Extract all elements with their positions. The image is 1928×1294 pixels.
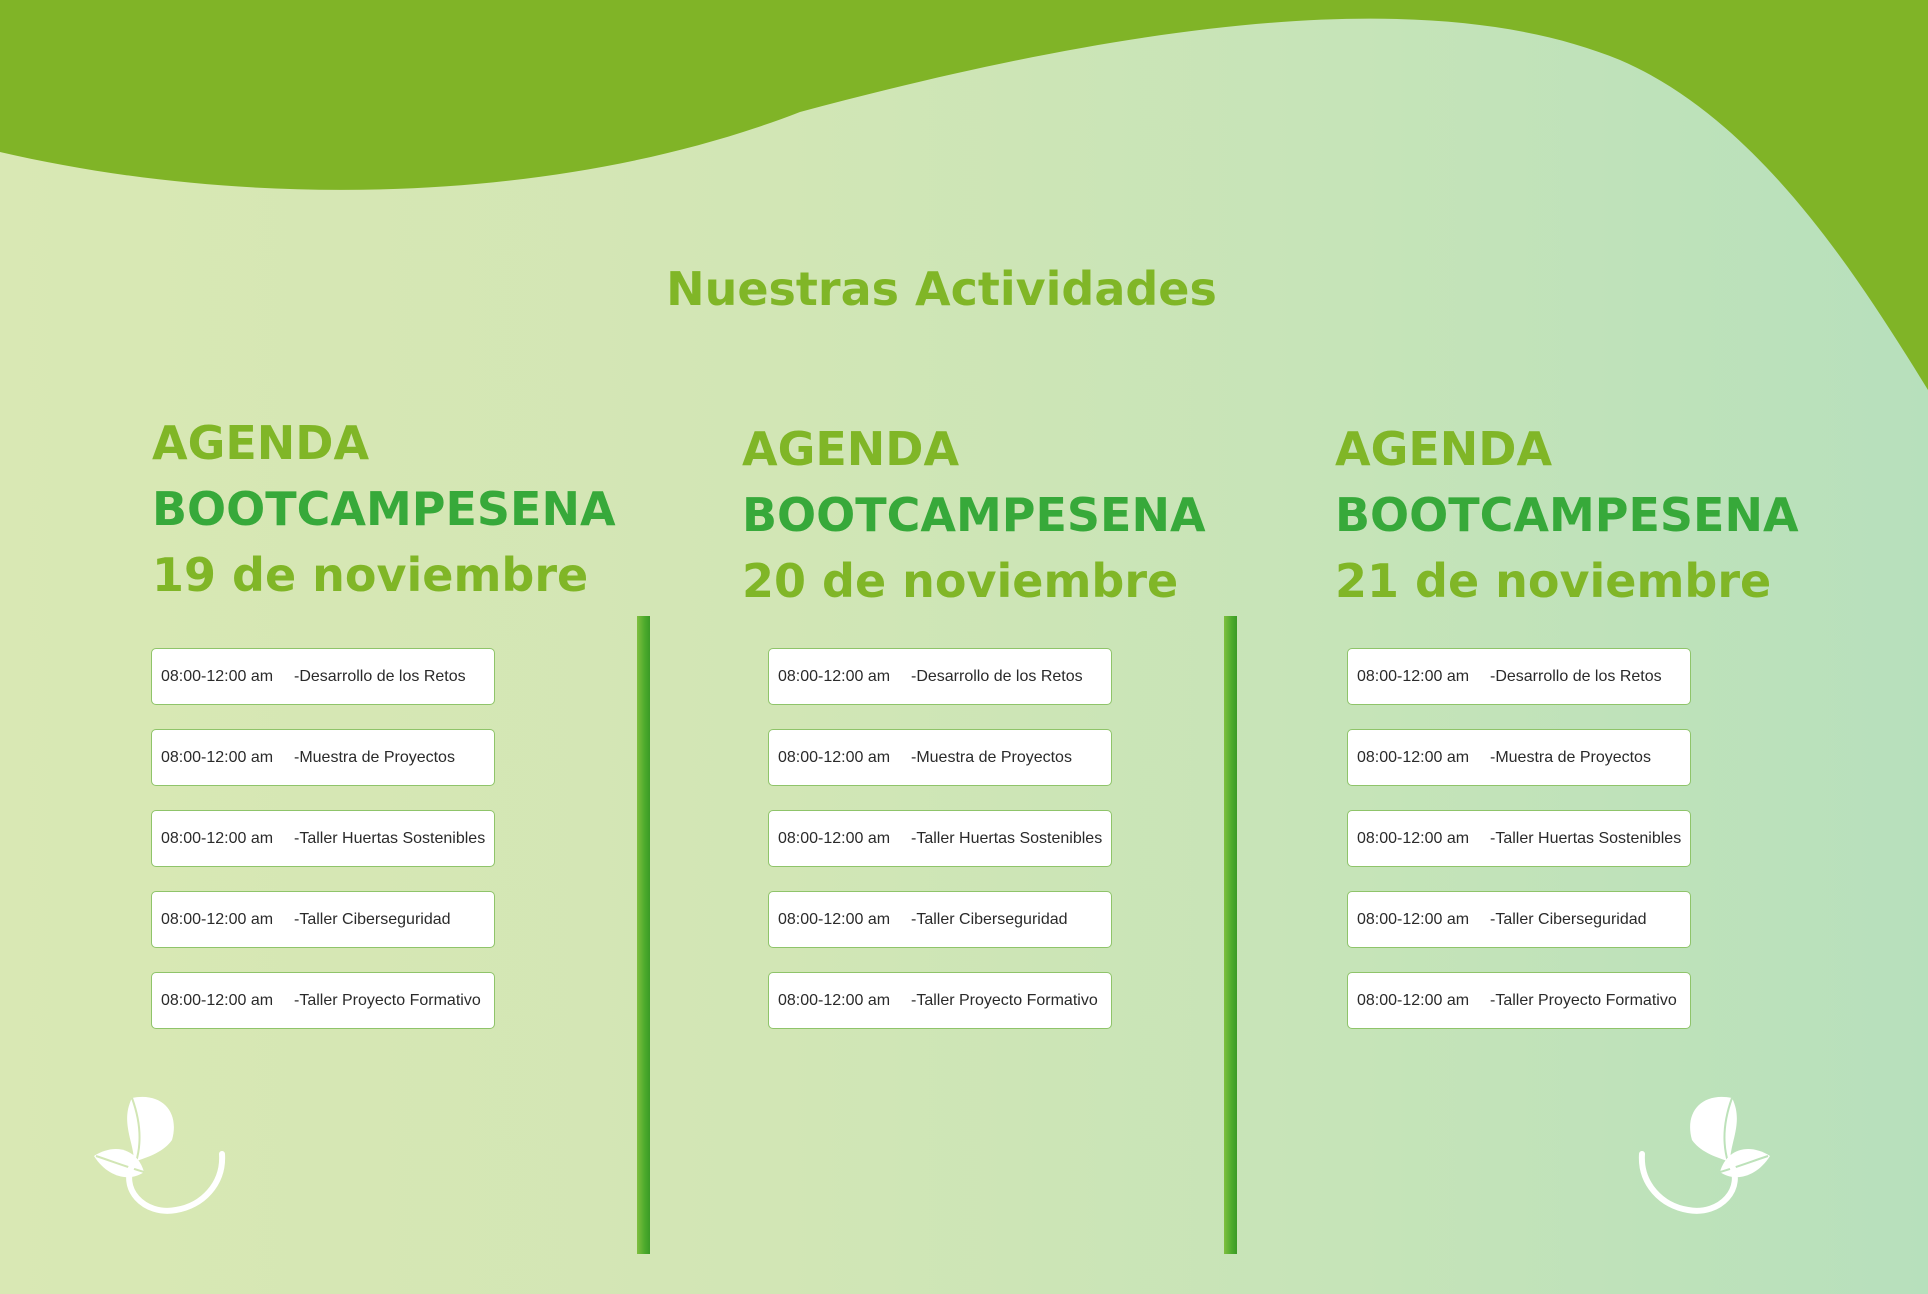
item-time: 08:00-12:00 am <box>778 829 891 847</box>
item-activity: -Muestra de Proyectos <box>911 748 1072 766</box>
agenda-item <box>1347 891 1691 948</box>
item-time: 08:00-12:00 am <box>161 748 274 766</box>
header-wave <box>0 0 1928 400</box>
agenda-item <box>151 891 495 948</box>
item-time: 08:00-12:00 am <box>1357 910 1470 928</box>
item-time: 08:00-12:00 am <box>161 910 274 928</box>
agenda-item <box>1347 972 1691 1029</box>
agenda-date: 20 de noviembre <box>742 554 1179 608</box>
agenda-items <box>1347 648 1691 1053</box>
agenda-item <box>151 972 495 1029</box>
item-time: 08:00-12:00 am <box>1357 991 1470 1009</box>
column-divider <box>1224 616 1237 1254</box>
item-activity: -Muestra de Proyectos <box>1490 748 1651 766</box>
agenda-column-3 <box>1335 416 1895 1009</box>
item-activity: -Taller Huertas Sostenibles <box>1490 829 1682 847</box>
item-time: 08:00-12:00 am <box>161 991 274 1009</box>
item-activity: -Taller Proyecto Formativo <box>1490 991 1677 1009</box>
item-activity: -Taller Proyecto Formativo <box>294 991 481 1009</box>
item-activity: -Taller Huertas Sostenibles <box>911 829 1103 847</box>
item-time: 08:00-12:00 am <box>161 667 274 685</box>
agenda-event-name: BOOTCAMPESENA <box>1335 488 1799 542</box>
item-time: 08:00-12:00 am <box>778 910 891 928</box>
agenda-item <box>768 648 1112 705</box>
agenda-label: AGENDA <box>1335 422 1553 476</box>
agenda-date: 19 de noviembre <box>152 548 589 602</box>
agenda-label: AGENDA <box>152 416 370 470</box>
item-time: 08:00-12:00 am <box>1357 667 1470 685</box>
item-activity: -Taller Proyecto Formativo <box>911 991 1098 1009</box>
agenda-item <box>768 891 1112 948</box>
agenda-header <box>742 416 1302 614</box>
sprout-icon <box>92 1092 232 1217</box>
item-activity: -Muestra de Proyectos <box>294 748 455 766</box>
agenda-item <box>768 729 1112 786</box>
item-activity: -Desarrollo de los Retos <box>294 667 466 685</box>
column-divider <box>637 616 650 1254</box>
agenda-header <box>1335 416 1895 614</box>
agenda-date: 21 de noviembre <box>1335 554 1772 608</box>
page-title: Nuestras Actividades <box>666 262 1217 316</box>
agenda-item <box>151 810 495 867</box>
agenda-items <box>151 648 495 1053</box>
item-activity: -Taller Ciberseguridad <box>1490 910 1647 928</box>
agenda-item <box>1347 648 1691 705</box>
agenda-item <box>151 648 495 705</box>
sprout-icon <box>1632 1092 1772 1217</box>
agenda-label: AGENDA <box>742 422 960 476</box>
agenda-event-name: BOOTCAMPESENA <box>152 482 616 536</box>
item-time: 08:00-12:00 am <box>778 991 891 1009</box>
agenda-items <box>768 648 1112 1053</box>
item-activity: -Taller Ciberseguridad <box>911 910 1068 928</box>
item-time: 08:00-12:00 am <box>1357 829 1470 847</box>
agenda-column-2 <box>742 416 1302 1009</box>
agenda-item <box>768 972 1112 1029</box>
agenda-item <box>1347 729 1691 786</box>
item-activity: -Desarrollo de los Retos <box>1490 667 1662 685</box>
item-activity: -Taller Ciberseguridad <box>294 910 451 928</box>
agenda-header <box>152 410 712 608</box>
agenda-item <box>768 810 1112 867</box>
item-activity: -Taller Huertas Sostenibles <box>294 829 486 847</box>
agenda-event-name: BOOTCAMPESENA <box>742 488 1206 542</box>
agenda-item <box>151 729 495 786</box>
agenda-item <box>1347 810 1691 867</box>
agenda-column-1 <box>152 410 712 1009</box>
item-activity: -Desarrollo de los Retos <box>911 667 1083 685</box>
item-time: 08:00-12:00 am <box>161 829 274 847</box>
item-time: 08:00-12:00 am <box>1357 748 1470 766</box>
item-time: 08:00-12:00 am <box>778 667 891 685</box>
item-time: 08:00-12:00 am <box>778 748 891 766</box>
